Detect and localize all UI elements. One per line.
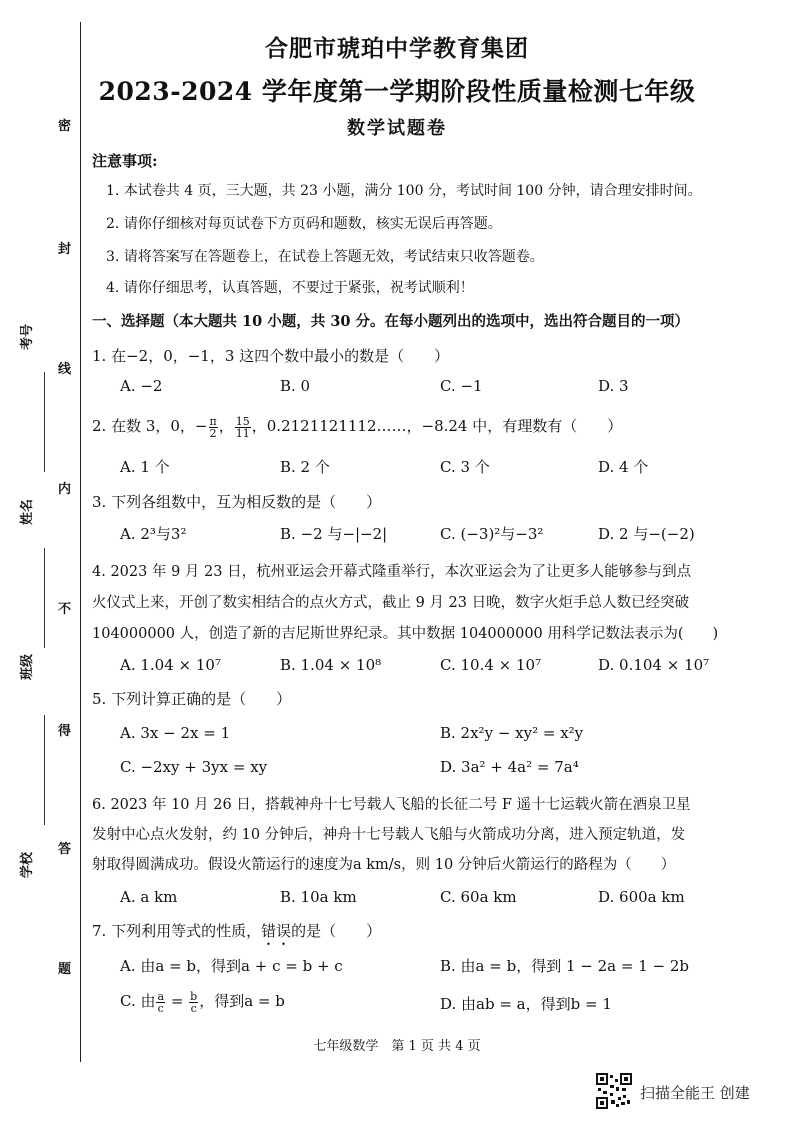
q2-stem <box>92 415 622 439</box>
q7-emphasis: 错误 <box>261 922 292 940</box>
fraction-numerator: b <box>190 989 198 1003</box>
q2-stem-start: 2. 在数 3，0，− <box>92 417 208 435</box>
q7-c-prefix: C. 由 <box>120 992 156 1010</box>
section-heading: 一、选择题（本大题共 10 小题，共 30 分。在每小题列出的选项中，选出符合题目的一项） <box>92 313 690 330</box>
q1-option-a: A. −2 <box>120 377 163 395</box>
q6-line-3: 射取得圆满成功。假设火箭运行的速度为a km/s，则 10 分钟后火箭运行的路程为（ ） <box>92 857 676 873</box>
q5-option-b: B. 2x²y − xy² = x²y <box>440 724 584 742</box>
q4-line-1: 4. 2023 年 9 月 23 日，杭州亚运会开幕式隆重举行，本次亚运会为了让更多人能够参与到点 <box>92 564 692 580</box>
q4-option-d: D. 0.104 × 10⁷ <box>598 656 710 674</box>
q2-separator: ， <box>218 417 234 435</box>
q5-option-a: A. 3x − 2x = 1 <box>120 724 231 742</box>
q7-c-suffix: ，得到a = b <box>199 992 285 1010</box>
q1-option-b: B. 0 <box>280 377 311 395</box>
q4-line-2: 火仪式上来，开创了数实相结合的点火方式，截止 9 月 23 日晚，数字火炬手总人数已经突破 <box>92 595 690 611</box>
q3-option-b: B. −2 与−|−2| <box>280 525 388 543</box>
fraction-numerator: a <box>157 989 165 1003</box>
label-school: 学校 <box>20 851 35 878</box>
fraction-numerator: π <box>209 414 217 428</box>
q7-option-b: B. 由a = b，得到 1 − 2a = 1 − 2b <box>440 957 690 975</box>
paper-title: 数学试题卷 <box>347 118 447 139</box>
fraction-denominator: c <box>157 1001 164 1015</box>
q1-stem: 1. 在−2，0，−1，3 这四个数中最小的数是（ ） <box>92 347 450 365</box>
q5-option-c: C. −2xy + 3yx = xy <box>120 758 268 776</box>
q3-stem: 3. 下列各组数中，互为相反数的是（ ） <box>92 493 382 511</box>
label-name: 姓名 <box>20 498 35 525</box>
scanner-watermark: 扫描全能王 创建 <box>640 1084 750 1102</box>
q7-stem-end: 的是（ ） <box>291 922 382 940</box>
q3-option-a: A. 2³与3² <box>120 525 187 543</box>
seal-char-2: 封 <box>58 242 72 257</box>
label-exam-number: 考号 <box>20 323 35 350</box>
fraction-b-over-c <box>189 991 198 1014</box>
q4-line-3: 104000000 人，创造了新的吉尼斯世界纪录。其中数据 104000000 用科学记数法表示为( ) <box>92 626 719 642</box>
class-line <box>44 715 45 825</box>
q5-stem: 5. 下列计算正确的是（ ） <box>92 690 292 708</box>
q2-option-c: C. 3 个 <box>440 458 490 476</box>
q6-option-d: D. 600a km <box>598 888 685 906</box>
q6-line-2: 发射中心点火发射，约 10 分钟后，神舟十七号载人飞船与火箭成功分离，进入预定轨道，发 <box>92 827 686 843</box>
q7-option-a: A. 由a = b，得到a + c = b + c <box>120 957 343 975</box>
q3-option-c: C. (−3)²与−3² <box>440 525 544 543</box>
note-4: 4. 请你仔细思考，认真答题，不要过于紧张，祝考试顺利！ <box>106 280 474 296</box>
q2-stem-end: ，0.2121121112……，−8.24 中，有理数有（ ） <box>251 417 623 435</box>
q7-option-d: D. 由ab = a，得到b = 1 <box>440 995 612 1013</box>
seal-char-8: 题 <box>58 962 72 977</box>
q7-stem <box>92 920 381 949</box>
q2-option-b: B. 2 个 <box>280 458 330 476</box>
q1-option-d: D. 3 <box>598 377 629 395</box>
fraction-numerator: 15 <box>235 414 250 428</box>
q7-stem-start: 7. 下列利用等式的性质， <box>92 922 262 940</box>
q6-line-1: 6. 2023 年 10 月 26 日，搭载神舟十七号载人飞船的长征二号 F 遥十七运载火箭在酒泉卫星 <box>92 797 691 813</box>
q2-option-d: D. 4 个 <box>598 458 649 476</box>
fraction-15-over-11 <box>235 416 251 439</box>
fraction-a-over-c <box>156 991 165 1014</box>
binding-line <box>80 22 81 1062</box>
q7-option-c <box>120 990 285 1014</box>
note-3: 3. 请将答案写在答题卷上，在试卷上答题无效，考试结束只收答题卷。 <box>106 249 544 265</box>
seal-char-1: 密 <box>58 119 72 134</box>
q5-option-d: D. 3a² + 4a² = 7a⁴ <box>440 758 579 776</box>
q6-option-b: B. 10a km <box>280 888 357 906</box>
q3-option-d: D. 2 与−(−2) <box>598 525 695 543</box>
fraction-denominator: 11 <box>235 426 250 440</box>
label-class: 班级 <box>20 653 35 680</box>
page-footer: 七年级数学 第 1 页 共 4 页 <box>313 1039 481 1054</box>
fraction-denominator: 2 <box>209 426 217 440</box>
seal-char-5: 不 <box>58 602 72 617</box>
exam-title: 2023-2024 学年度第一学期阶段性质量检测七年级 <box>98 77 696 106</box>
seal-char-4: 内 <box>58 482 72 497</box>
fraction-pi-over-2 <box>209 416 218 439</box>
q4-option-c: C. 10.4 × 10⁷ <box>440 656 542 674</box>
seal-char-6: 得 <box>58 724 72 739</box>
school-title: 合肥市琥珀中学教育集团 <box>265 35 529 62</box>
seal-char-3: 线 <box>58 362 72 377</box>
q6-option-a: A. a km <box>120 888 178 906</box>
fraction-denominator: c <box>190 1001 197 1015</box>
q4-option-b: B. 1.04 × 10⁸ <box>280 656 382 674</box>
q7-c-equals: = <box>166 992 189 1010</box>
notes-title: 注意事项: <box>92 152 158 170</box>
q6-option-c: C. 60a km <box>440 888 517 906</box>
q1-option-c: C. −1 <box>440 377 483 395</box>
note-2: 2. 请你仔细核对每页试卷下方页码和题数，核实无误后再答题。 <box>106 216 502 232</box>
exam-number-line <box>44 372 45 472</box>
seal-char-7: 答 <box>58 842 72 857</box>
q4-option-a: A. 1.04 × 10⁷ <box>120 656 221 674</box>
name-line <box>44 548 45 648</box>
note-1: 1. 本试卷共 4 页，三大题，共 23 小题，满分 100 分，考试时间 100 分钟，请合理安排时间。 <box>106 183 702 199</box>
q2-option-a: A. 1 个 <box>120 458 170 476</box>
qr-code-icon <box>596 1073 632 1109</box>
